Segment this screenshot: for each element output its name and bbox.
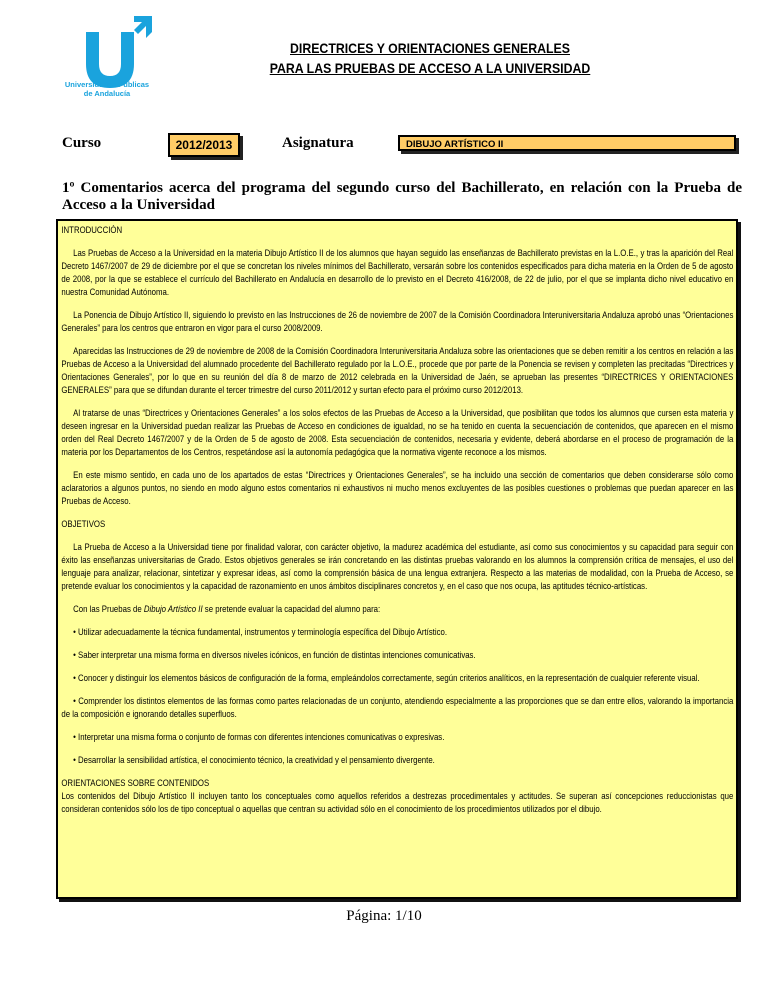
objetivo-item: • Utilizar adecuadamente la técnica fundamental, instrumentos y terminología específica del Dibujo Artístico. (73, 627, 447, 637)
logo-line-2: de Andalucía (83, 89, 131, 98)
logo-text (62, 80, 152, 98)
objetivo-item: • Conocer y distinguir los elementos básicos de configuración de la forma, empleándolos correctamente, según criterios analíticos, en la representación de cualquier referente visual. (73, 673, 700, 683)
contenidos-paragraph: Los contenidos del Dibujo Artístico II incluyen tanto los conceptuales como aquellos referidos a destrezas procedimentales y actitudes. Se superan así concepciones reduccionistas que consideran contenidos sólo los de tipo conceptual o aquellas que centran su actividad sólo en el conocimiento de los procedimientos utilizados por el dibujo. (61, 791, 734, 814)
intro-title: INTRODUCCIÓN (61, 225, 123, 235)
objetivos-intro: La Prueba de Acceso a la Universidad tiene por finalidad valorar, con carácter objetivo, la madurez académica del estudiante, así como sus conocimientos y su capacidad para seguir con éxito las enseñanzas universitarias de Grado. Estos objetivos generales se irán concretando en las distintas pruebas valorando en los alumnos la comprensión crítica de mensajes, el uso del lenguaje para analizar, relacionar, sintetizar y expresar ideas, así como la comprensión básica de una lengua extranjera. Respecto a las materias de modalidad, con la Prueba de Acceso, se pretende evaluar los conocimientos y la capacidad de razonamiento en unos ámbitos disciplinares concretos y, en el caso que nos ocupa, las aptitudes técnico-artísticas. (61, 542, 734, 591)
lead-subject: Dibujo Artístico II (143, 604, 203, 614)
asignatura-value: DIBUJO ARTÍSTICO II (398, 135, 736, 151)
document-title (200, 38, 660, 78)
intro-paragraph: Al tratarse de unas “Directrices y Orientaciones Generales” a los solos efectos de las Pruebas de Acceso a la Universidad, que posibilitan que todos los alumnos que cursen esta materia y deseen ingresar en la Universidad puedan realizar las Pruebas de Acceso en condiciones de igualdad, no se ha tenido en cuenta la secuenciación de contenidos, que aparecen en el mismo orden del Real Decreto 1467/2007 y de la Orden de 5 de agosto de 2008. Esta secuenciación de contenidos, necesaria y evidente, deberá abordarse en el proceso de programación de la materia por los Departamentos de los Centros, respetándose así la autonomía pedagógica que la normativa vigente reconoce a los mismos. (61, 408, 734, 457)
curso-label: Curso (62, 135, 102, 151)
objetivo-item: • Desarrollar la sensibilidad artística, el conocimiento técnico, la creatividad y el pensamiento divergente. (73, 755, 435, 765)
objetivos-lead (61, 603, 733, 616)
intro-paragraph: Aparecidas las Instrucciones de 29 de noviembre de 2008 de la Comisión Coordinadora Interuniversitaria Andaluza sobre las orientaciones que se deben remitir a los centros en relación a las Pruebas de Acceso a la Universidad del alumnado procedente del Bachillerato regulado por la L.O.E., procede que por parte de la Ponencia se revisen y completen las precitadas “Directrices y Orientaciones Generales”, por lo que en su reunión del día 8 de marzo de 2012 celebrada en la Universidad de Jaén, se aprueban las presentes “DIRECTRICES Y ORIENTACIONES GENERALES” para que se difundan durante el tercer trimestre del curso 2011/2012 y surtan efecto para el próximo curso 2012/2013. (61, 346, 734, 395)
content-box (56, 219, 738, 899)
intro-paragraph: Las Pruebas de Acceso a la Universidad en la materia Dibujo Artístico II de los alumnos que hayan seguido las enseñanzas de Bachillerato previstas en la L.O.E., y tras la aparición del Real Decreto 1467/2007 de 29 de diciembre por el que se concretan los niveles mínimos del Bachillerato, versarán sobre los contenidos especificados para dicha materia en la Orden de 5 de agosto de 2008, por la que se establece el currículo del Bachillerato en Andalucía en desarrollo de lo previsto en el Decreto 416/2008, de 22 de julio, por el que se implanta dicho nivel educativo en nuestra Comunidad Autónoma. (61, 248, 734, 297)
objetivo-item: • Saber interpretar una misma forma en diversos niveles icónicos, en función de distintas intenciones comunicativas. (73, 650, 476, 660)
title-line-1: DIRECTRICES Y ORIENTACIONES GENERALES (289, 40, 570, 56)
lead-text: Con las Pruebas de (73, 604, 144, 614)
page-number: Página: 1/10 (346, 908, 422, 924)
section-heading: 1º Comentarios acerca del programa del segundo curso del Bachillerato, en relación con la Prueba de Acceso a la Universidad (62, 180, 742, 213)
curso-value: 2012/2013 (168, 133, 240, 157)
asignatura-label: Asignatura (282, 135, 354, 151)
intro-paragraph: La Ponencia de Dibujo Artístico II, siguiendo lo previsto en las Instrucciones de 26 de noviembre de 2007 de la Comisión Coordinadora Interuniversitaria Andaluza aprobó unas “Orientaciones Generales” para los centros que entraron en vigor para el curso 2008/2009. (61, 310, 734, 333)
objetivo-item: • Interpretar una misma forma o conjunto de formas con diferentes intenciones comunicativas o expresivas. (73, 732, 445, 742)
contenidos-title: ORIENTACIONES SOBRE CONTENIDOS (61, 778, 210, 788)
intro-paragraph: En este mismo sentido, en cada uno de los apartados de estas “Directrices y Orientaciones Generales”, se ha incluido una sección de comentarios que deben considerarse sólo como aclaratorios a algunos puntos, no siendo en modo alguno estos comentarios ni exhaustivos ni mucho menos excluyentes de las posibles cuestiones o problemas que puedan aparecer en las Pruebas de Acceso. (61, 470, 734, 506)
objetivo-item: • Comprender los distintos elementos de las formas como partes relacionadas de un conjunto, atendiendo especialmente a las proporciones que se dan entre ellos, valorando la importancia de la composición e ignorando detalles superfluos. (61, 696, 734, 719)
lead-text: se pretende evaluar la capacidad del alumno para: (202, 604, 381, 614)
objetivos-title: OBJETIVOS (61, 519, 106, 529)
title-line-2: PARA LAS PRUEBAS DE ACCESO A LA UNIVERSIDAD (269, 60, 591, 76)
logo-line-1: Universidades Públicas (64, 80, 150, 89)
